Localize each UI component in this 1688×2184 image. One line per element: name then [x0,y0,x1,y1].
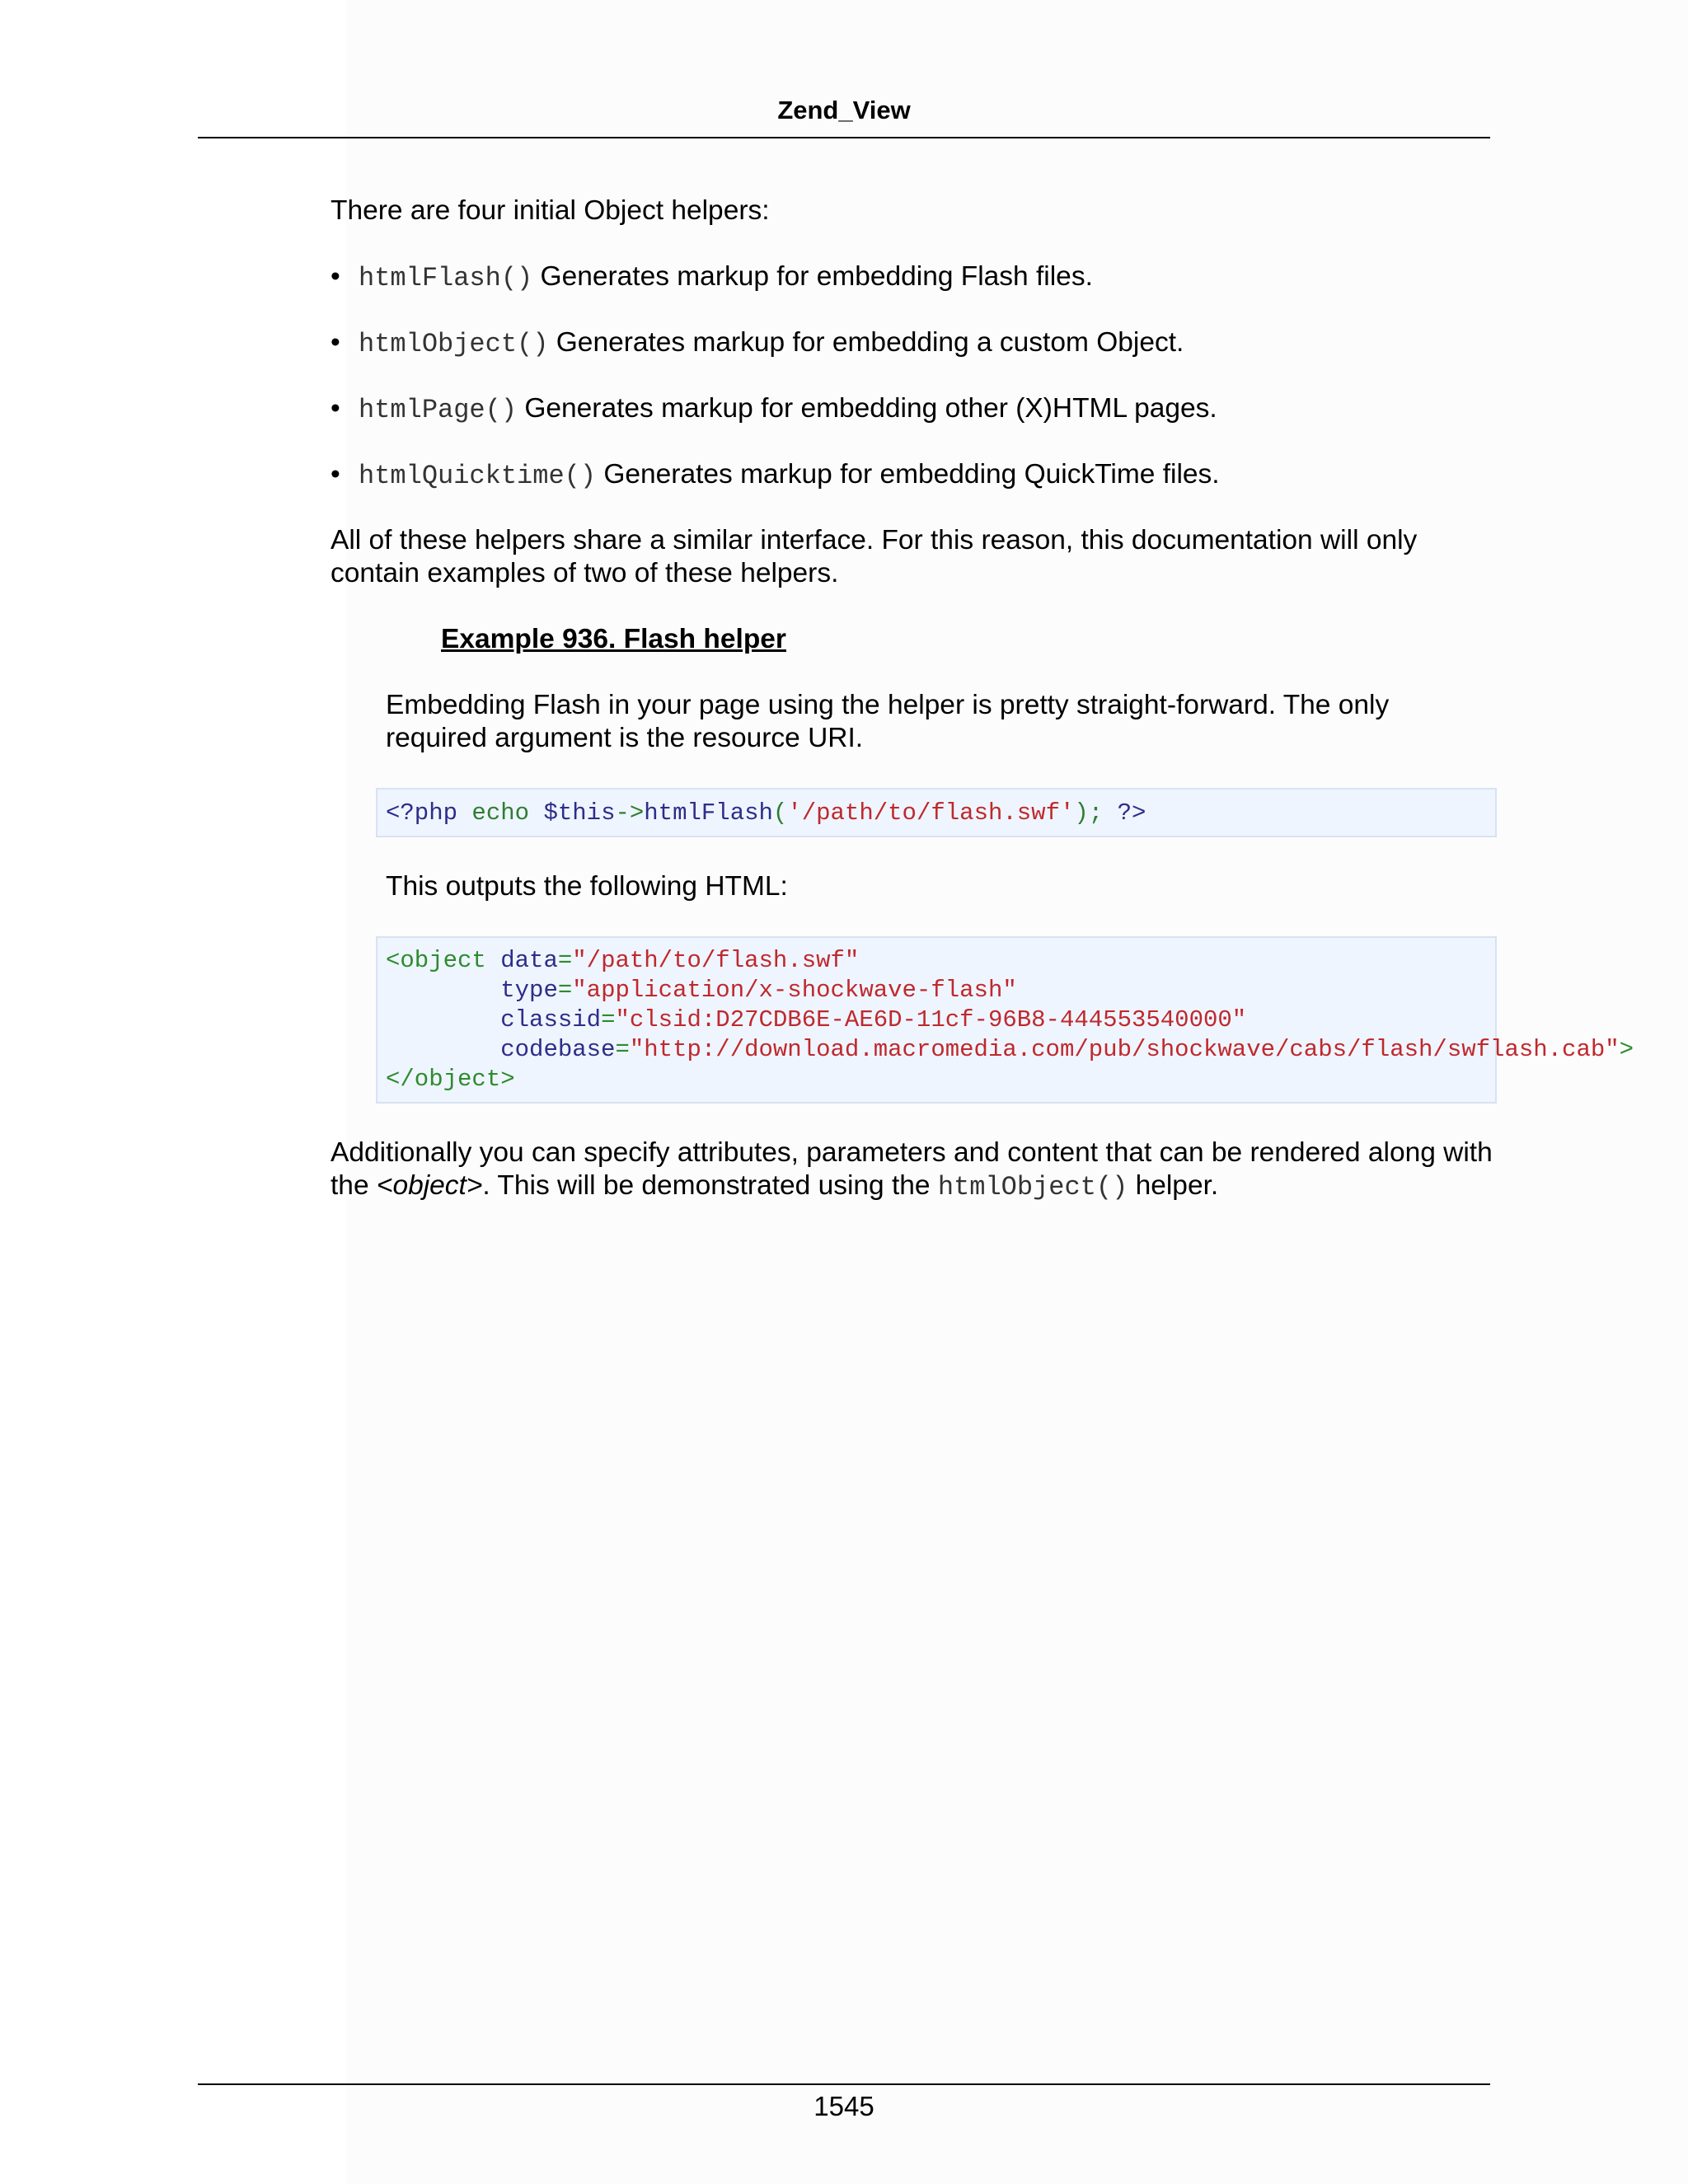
header-rule [198,137,1490,138]
attr-value: "/path/to/flash.swf" [572,947,860,974]
footer-rule [198,2083,1490,2085]
helper-code: htmlPage() [359,395,518,425]
attr-equals: = [557,977,573,1004]
list-item [331,326,1493,359]
helper-code: htmlFlash() [359,263,533,293]
helper-description: Generates markup for embedding QuickTime files. [603,459,1220,490]
attr-value: "clsid:D27CDB6E-AE6D-11cf-96B8-444553540000" [615,1006,1247,1033]
object-tag-reference: <object> [376,1170,483,1201]
php-paren-open: ( [772,799,788,827]
running-header: Zend_View [777,96,911,124]
outputs-label: This outputs the following HTML: [386,871,788,902]
bullet-icon: • [331,261,340,292]
intro-paragraph: There are four initial Object helpers: [331,195,770,226]
list-item [331,260,1493,293]
php-close-tag: ?> [1117,799,1146,827]
helper-code: htmlQuicktime() [359,461,597,491]
bullet-icon: • [331,393,340,424]
helper-list [331,260,1493,491]
php-code-block [376,788,1497,837]
page-number: 1545 [814,2091,874,2121]
attr-name: type [500,977,558,1004]
object-close-tag: </object> [386,1066,515,1093]
page-content [331,194,1634,1204]
attr-name: classid [500,1006,602,1033]
summary-paragraph: All of these helpers share a similar interface. For this reason, this documentation will only contain examples of two of these helpers. [331,525,1418,588]
attr-equals: = [557,947,573,974]
helper-code-reference: htmlObject() [937,1172,1128,1202]
closing-text-3: helper. [1128,1170,1219,1201]
html-output-block [376,936,1634,1104]
php-variable: $this [543,799,616,827]
bullet-icon: • [331,327,340,358]
list-item [331,458,1493,491]
attr-value: "http://download.macromedia.com/pub/shockwave/cabs/flash/swflash.cab" [629,1036,1620,1063]
php-method: htmlFlash [644,799,773,827]
helper-code: htmlObject() [359,329,549,359]
php-argument: '/path/to/flash.swf' [787,799,1075,827]
php-paren-close: ); [1074,799,1104,827]
php-arrow: -> [615,799,645,827]
helper-description: Generates markup for embedding Flash files. [540,261,1093,292]
example-title: Example 936. Flash helper [441,624,786,654]
php-open-tag: <?php [386,799,458,827]
attr-equals: = [615,1036,630,1063]
php-echo-keyword: echo [471,799,530,827]
example-description: Embedding Flash in your page using the helper is pretty straight-forward. The only required argument is the resource URI. [386,690,1390,753]
list-item [331,392,1493,425]
example-body [386,689,1634,1104]
attr-equals: = [601,1006,616,1033]
closing-text-1: Additionally you can specify attributes, parameters and content that can be rendered along with the [331,1137,1493,1201]
helper-description: Generates markup for embedding a custom Object. [556,327,1184,358]
closing-paragraph [331,1137,1493,1204]
attr-name: codebase [500,1036,616,1063]
object-open-tag: <object [386,947,486,974]
tag-end: > [1619,1036,1634,1063]
attr-name: data [500,947,558,974]
bullet-icon: • [331,459,340,490]
helper-description: Generates markup for embedding other (X)HTML pages. [524,393,1217,424]
attr-value: "application/x-shockwave-flash" [572,977,1017,1004]
closing-text-2: . This will be demonstrated using the [482,1170,938,1201]
